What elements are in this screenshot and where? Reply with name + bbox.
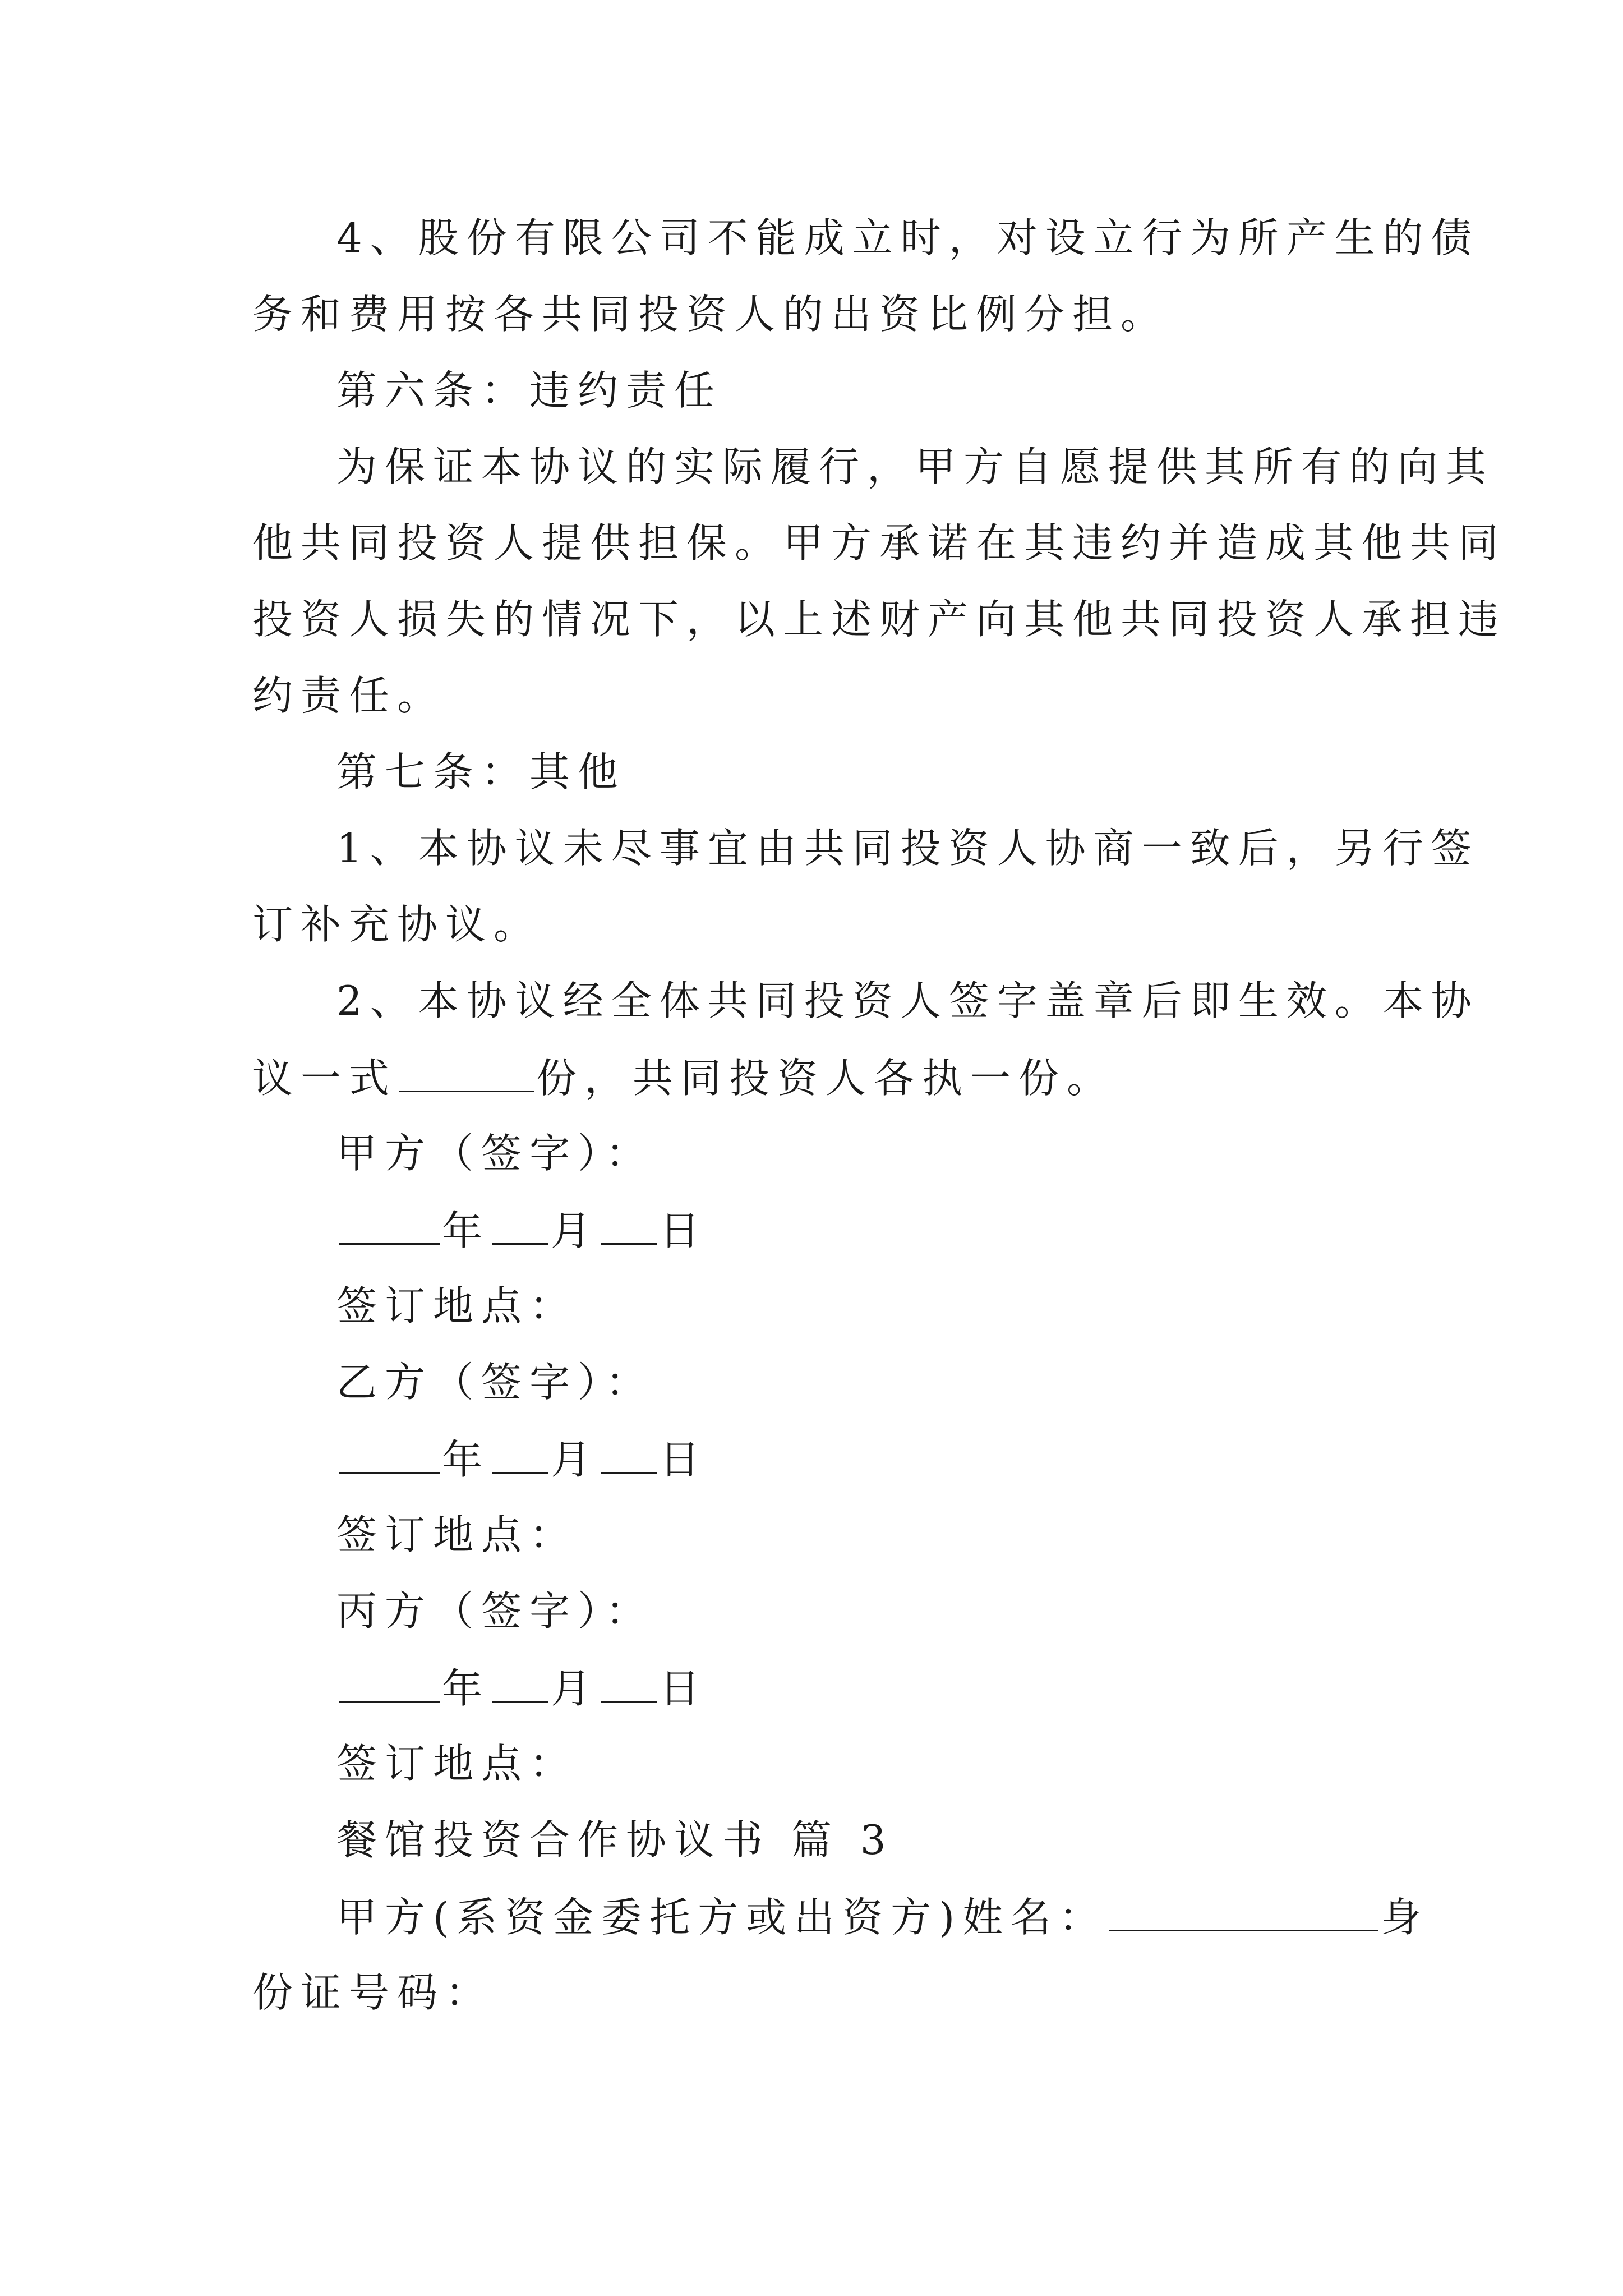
name-blank (1109, 1896, 1378, 1931)
date-line (336, 1436, 708, 1483)
copies-prefix: 议一式 (252, 1055, 398, 1102)
year-label: 年 (442, 1665, 491, 1712)
paragraph-line: 1、本协议未尽事宜由共同投资人协商一致后，另行签 (336, 825, 1479, 872)
day-blank (601, 1209, 657, 1245)
party-b-signature: 乙方（签字）： (336, 1359, 654, 1406)
day-blank (601, 1667, 657, 1703)
paragraph-line: 约责任。 (252, 672, 446, 719)
day-label: 日 (660, 1665, 708, 1712)
year-label: 年 (442, 1207, 491, 1254)
copies-suffix: 份，共同投资人各执一份。 (536, 1055, 1115, 1102)
date-line (336, 1665, 708, 1712)
month-label: 月 (551, 1207, 600, 1254)
copies-line (252, 1055, 1115, 1102)
paragraph-line: 投资人损失的情况下，以上述财产向其他共同投资人承担违 (252, 596, 1507, 643)
paragraph-line: 4、股份有限公司不能成立时，对设立行为所产生的债 (336, 214, 1479, 261)
signing-place: 签订地点： (336, 1511, 578, 1558)
day-label: 日 (660, 1436, 708, 1483)
year-blank (339, 1209, 440, 1245)
month-blank (492, 1209, 548, 1245)
party-a-name-line (336, 1894, 1430, 1941)
year-blank (339, 1667, 440, 1703)
paragraph-line: 为保证本协议的实际履行，甲方自愿提供其所有的向其 (336, 443, 1495, 490)
day-label: 日 (660, 1207, 708, 1254)
paragraph-line: 份证号码： (252, 1969, 494, 2016)
section-heading: 第七条：其他 (336, 748, 626, 795)
paragraph-line: 订补充协议。 (252, 901, 542, 948)
party-a-name-prefix: 甲方(系资金委托方或出资方)姓名： (336, 1894, 1108, 1941)
party-c-signature: 丙方（签字）： (336, 1588, 654, 1635)
paragraph-line: 他共同投资人提供担保。甲方承诺在其违约并造成其他共同 (252, 519, 1507, 567)
copies-blank (399, 1057, 534, 1092)
month-blank (492, 1667, 548, 1703)
signing-place: 签订地点： (336, 1282, 578, 1329)
section-title: 餐馆投资合作协议书 篇 3 (336, 1816, 894, 1864)
month-blank (492, 1438, 548, 1474)
day-blank (601, 1438, 657, 1474)
signing-place: 签订地点： (336, 1740, 578, 1787)
section-heading: 第六条：违约责任 (336, 367, 723, 414)
year-label: 年 (442, 1436, 491, 1483)
party-a-signature: 甲方（签字）： (336, 1130, 654, 1177)
party-a-name-suffix: 身 (1381, 1894, 1430, 1941)
paragraph-line: 2、本协议经全体共同投资人签字盖章后即生效。本协 (336, 977, 1479, 1024)
month-label: 月 (551, 1436, 600, 1483)
month-label: 月 (551, 1665, 600, 1712)
year-blank (339, 1438, 440, 1474)
date-line (336, 1207, 708, 1254)
paragraph-line: 务和费用按各共同投资人的出资比例分担。 (252, 291, 1169, 338)
